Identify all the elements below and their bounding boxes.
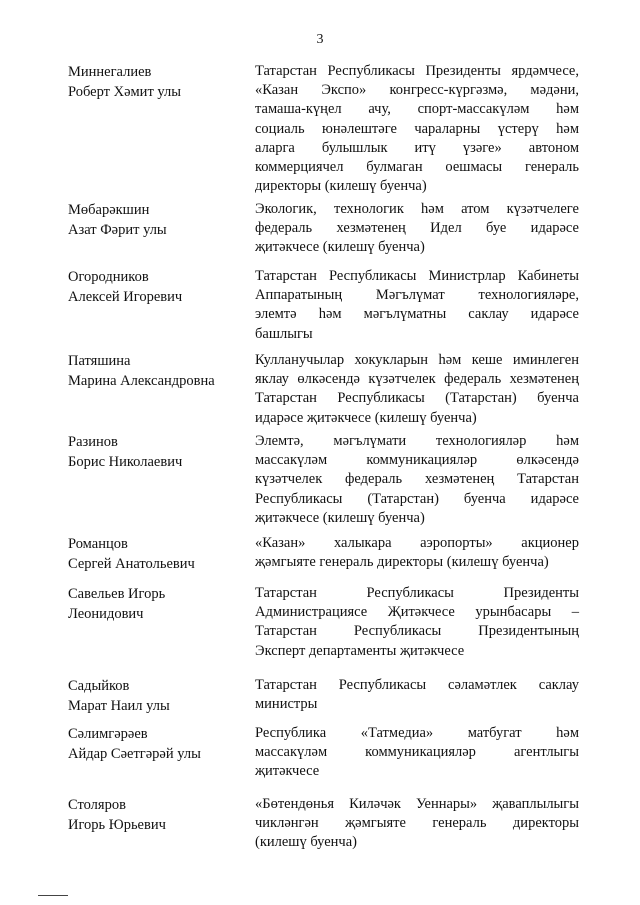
desc-line: җитәкчесе: [255, 763, 320, 780]
given-name: Алексей Игоревич: [68, 289, 183, 305]
given-name: Леонидович: [68, 606, 144, 622]
desc-line: җитәкчесе (килешү буенча): [255, 509, 425, 526]
surname: Огородников: [68, 269, 149, 285]
desc-line: министры: [255, 696, 318, 713]
person-name: [68, 676, 243, 716]
desc-line: Элемтә, мәгълүмати технологияләр һәм: [255, 433, 579, 449]
desc-line: күзәтчелек федераль хезмәтенең Татарстан: [255, 471, 579, 488]
desc-line: яклау өлкәсендә күзәтчелек федераль хезмәтенең: [255, 371, 579, 388]
desc-line: элемтә һәм мәгълүматны саклау идарәсе: [255, 306, 579, 323]
desc-line: массакүләм коммуникацияләр агентлыгы: [255, 744, 579, 761]
desc-line: массакүләм коммуникацияләр өлкәсендә: [255, 452, 579, 469]
desc-line: Республикасы (Татарстан) буенча идарәсе: [255, 490, 579, 507]
person-name: [68, 724, 243, 764]
given-name: Марина Александровна: [68, 373, 215, 389]
surname: Патяшина: [68, 353, 131, 369]
surname: Столяров: [68, 797, 126, 813]
surname: Мөбарәкшин: [68, 202, 150, 218]
desc-line: «Казан Экспо» конгресс-күргәзмә, мәдәни,: [255, 82, 579, 99]
desc-line: Администрациясе Җитәкчесе урынбасары –: [255, 604, 579, 621]
surname: Разинов: [68, 434, 118, 450]
position-description: [255, 795, 579, 853]
desc-line: Кулланучылар хокукларын һәм кеше иминлеген: [255, 352, 579, 368]
footer-rule: [38, 895, 68, 896]
desc-line: башлыгы: [255, 325, 313, 342]
desc-line: Эксперт департаменты җитәкчесе: [255, 642, 465, 659]
surname: Садыйков: [68, 678, 130, 694]
person-name: [68, 795, 243, 835]
desc-line: «Бөтендөнья Киләчәк Уеннары» җаваплылыгы: [255, 796, 579, 812]
person-name: [68, 351, 243, 391]
page-number: 3: [316, 32, 324, 47]
desc-line: «Казан» халыкара аэропорты» акционер: [255, 535, 579, 551]
position-description: [255, 351, 579, 428]
person-name: [68, 62, 243, 102]
person-name: [68, 432, 243, 472]
position-description: [255, 267, 579, 344]
desc-line: җитәкчесе (килешү буенча): [255, 239, 425, 256]
desc-line: директоры (килешү буенча): [255, 178, 427, 195]
surname: Савельев Игорь: [68, 586, 166, 602]
desc-line: Татарстан Республикасы сәламәтлек саклау: [255, 677, 579, 693]
given-name: Азат Фәрит улы: [68, 222, 167, 238]
position-description: [255, 584, 579, 661]
position-description: [255, 62, 579, 196]
desc-line: Аппаратының Мәгълүмат технологияләре,: [255, 287, 579, 304]
desc-line: идарәсе җитәкчесе (килешү буенча): [255, 409, 477, 426]
surname: Миннегалиев: [68, 64, 152, 80]
desc-line: федераль хезмәтенең Идел буе идарәсе: [255, 220, 579, 237]
desc-line: аларга булышлык итү үзәге» автоном: [255, 139, 579, 156]
desc-line: чикләнгән җәмгыяте генераль директоры: [255, 815, 579, 832]
desc-line: Татарстан Республикасы Министрлар Кабинеты: [255, 268, 579, 284]
given-name: Роберт Хәмит улы: [68, 84, 181, 100]
desc-line: җәмгыяте генераль директоры (килешү буенча): [255, 554, 549, 571]
position-description: [255, 200, 579, 258]
surname: Сәлимгәрәев: [68, 726, 148, 742]
desc-line: Экологик, технологик һәм атом күзәтчелеге: [255, 201, 579, 217]
person-name: [68, 200, 243, 240]
given-name: Борис Николаевич: [68, 454, 183, 470]
person-name: [68, 584, 243, 624]
given-name: Айдар Сәетгәрәй улы: [68, 746, 201, 762]
given-name: Марат Наил улы: [68, 698, 170, 714]
surname: Романцов: [68, 536, 128, 552]
position-description: [255, 432, 579, 528]
desc-line: коммерциячел булмаган оешмасы генераль: [255, 159, 579, 176]
person-name: [68, 534, 243, 574]
given-name: Игорь Юрьевич: [68, 817, 166, 833]
desc-line: социаль юнәлештәге чараларны үстерү һәм: [255, 120, 579, 137]
desc-line: Татарстан Республикасы Президенты ярдәмчесе,: [255, 63, 579, 79]
desc-line: Татарстан Республикасы Президенты: [255, 585, 579, 601]
given-name: Сергей Анатольевич: [68, 556, 195, 572]
desc-line: (килешү буенча): [255, 834, 357, 851]
position-description: [255, 724, 579, 782]
desc-line: тамаша-күңел ачу, спорт-массакүләм һәм: [255, 101, 579, 118]
desc-line: Татарстан Республикасы Президентының: [255, 623, 579, 640]
person-name: [68, 267, 243, 307]
position-description: [255, 676, 579, 714]
desc-line: Республика «Татмедиа» матбугат һәм: [255, 725, 579, 741]
desc-line: Татарстан Республикасы (Татарстан) буенча: [255, 390, 579, 407]
position-description: [255, 534, 579, 572]
